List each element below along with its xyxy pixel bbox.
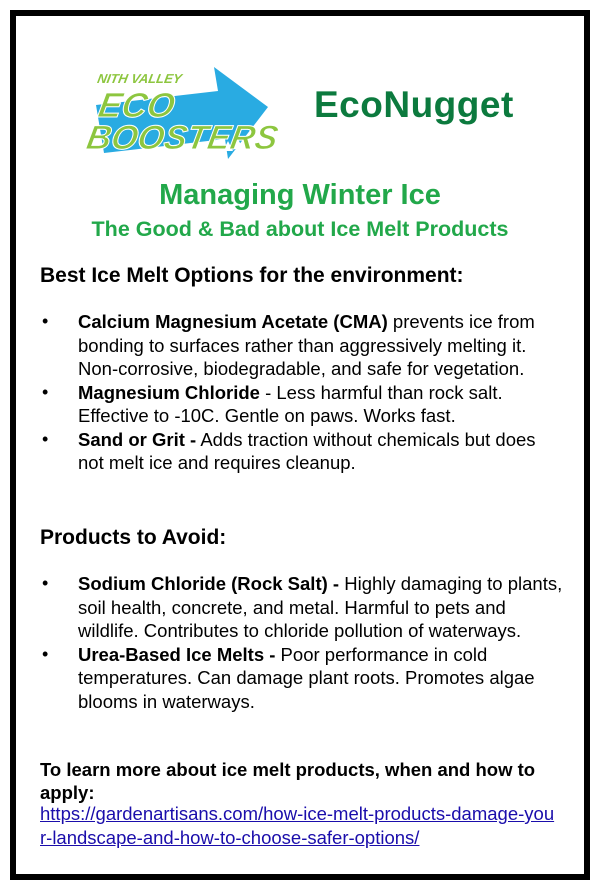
item-term: Calcium Magnesium Acetate (CMA) — [78, 311, 388, 332]
document-frame — [10, 10, 590, 880]
item-term: Magnesium Chloride — [78, 381, 260, 403]
item-term: Urea-Based Ice Melts - — [78, 643, 276, 665]
bullet-icon: • — [42, 311, 49, 331]
bullet-icon: • — [42, 381, 49, 402]
list-item — [40, 310, 565, 381]
learn-more-link[interactable]: https://gardenartisans.com/how-ice-melt-products-damage-your-landscape-and-how-to-choose-safer-options/ — [40, 803, 555, 848]
bullet-icon: • — [42, 573, 49, 593]
item-text: Highly damaging to plants, soil health, concrete, and metal. Harmful to pets and wildlife. Contributes to chloride pollution of waterways. — [78, 573, 563, 641]
list-item — [40, 428, 565, 475]
avoid-heading: Products to Avoid: — [40, 526, 227, 549]
eco-boosters-logo — [68, 53, 283, 171]
item-text: Adds traction without chemicals but does not melt ice and requires cleanup. — [78, 428, 536, 473]
item-term: Sand or Grit - — [78, 428, 197, 450]
best-options-list — [40, 310, 565, 475]
list-item — [40, 643, 565, 714]
item-text: prevents ice from bonding to surfaces rather than aggressively melting it. Non-corrosive, biodegradable, and safe for vegetation. — [78, 311, 535, 379]
avoid-list — [40, 572, 565, 713]
list-item — [40, 572, 565, 643]
item-text: - Less harmful than rock salt. Effective to -10C. Gentle on paws. Works fast. — [78, 381, 503, 426]
best-options-heading: Best Ice Melt Options for the environment: — [40, 264, 464, 287]
list-item — [40, 381, 565, 428]
item-text: Poor performance in cold temperatures. Can damage plant roots. Promotes algae blooms in waterways. — [78, 643, 535, 712]
item-term: Sodium Chloride (Rock Salt) - — [78, 573, 340, 594]
brand-title: EcoNugget — [314, 84, 514, 125]
logo-line2: ECO — [95, 86, 178, 125]
learn-more-text: To learn more about ice melt products, when and how to apply: — [40, 759, 536, 803]
page-title: Managing Winter Ice — [159, 179, 441, 211]
logo-line3: BOOSTERS — [83, 119, 282, 157]
logo-line1: NITH VALLEY — [96, 71, 184, 86]
page-subtitle: The Good & Bad about Ice Melt Products — [91, 217, 509, 241]
bullet-icon: • — [42, 428, 49, 449]
bullet-icon: • — [42, 643, 49, 664]
